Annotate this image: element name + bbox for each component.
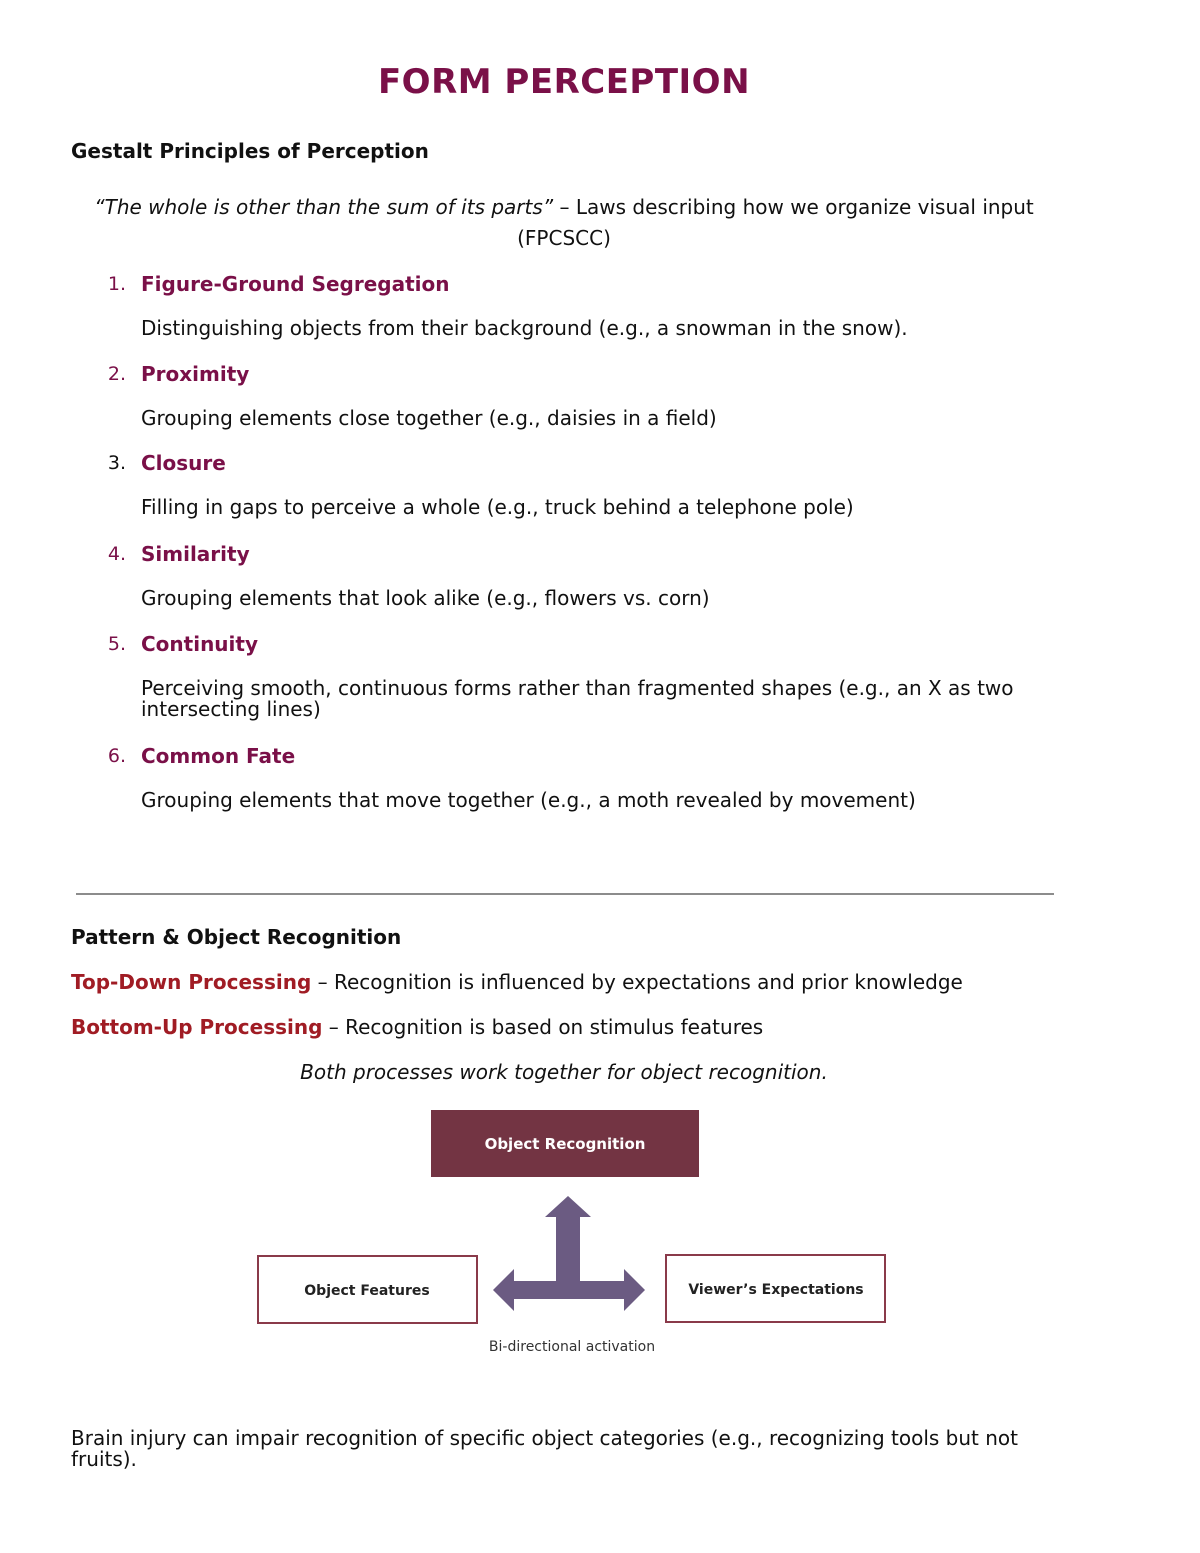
gestalt-intro — [60, 192, 1068, 254]
bottom-up-label: Bottom-Up Processing — [71, 1015, 323, 1039]
principle-title: Continuity — [141, 632, 259, 656]
principle-title: Similarity — [141, 542, 250, 566]
principle-title: Proximity — [141, 362, 250, 386]
gestalt-heading: Gestalt Principles of Perception — [71, 139, 429, 163]
viewer-expectations-label: Viewer’s Expectations — [688, 1282, 864, 1298]
footer-note: Brain injury can impair recognition of specific object categories (e.g., recognizing tools but not fruits). — [71, 1426, 1018, 1471]
bottom-up-line — [71, 1015, 763, 1039]
gestalt-quote-rest: – Laws describing how we organize visual input (FPCSCC) — [517, 195, 1034, 250]
list-item-number: 3. — [107, 452, 126, 474]
principle-description: Grouping elements close together (e.g., daisies in a field) — [141, 406, 717, 430]
diagram-caption: Bi-directional activation — [488, 1339, 656, 1355]
principle-title: Figure-Ground Segregation — [141, 272, 450, 296]
principle-description: Grouping elements that look alike (e.g., flowers vs. corn) — [141, 586, 710, 610]
top-down-label: Top-Down Processing — [71, 970, 312, 994]
page-title: FORM PERCEPTION — [377, 62, 751, 102]
section-divider — [76, 893, 1054, 895]
recognition-diagram — [250, 1105, 890, 1365]
principle-description: Distinguishing objects from their background (e.g., a snowman in the snow). — [141, 316, 908, 340]
top-down-description: – Recognition is influenced by expectations and prior knowledge — [311, 970, 963, 994]
list-item-number: 2. — [107, 363, 126, 385]
principle-description: Grouping elements that move together (e.g., a moth revealed by movement) — [141, 788, 916, 812]
list-item-number: 1. — [107, 273, 126, 295]
list-item-number: 4. — [107, 543, 126, 565]
list-item-number: 6. — [107, 745, 126, 767]
list-item-number: 5. — [107, 633, 126, 655]
object-recognition-label: Object Recognition — [484, 1135, 646, 1153]
gestalt-quote: “The whole is other than the sum of its parts” — [94, 195, 554, 219]
recognition-heading: Pattern & Object Recognition — [71, 925, 402, 949]
principle-description: Perceiving smooth, continuous forms rather than fragmented shapes (e.g., an X as two intersecting lines) — [141, 676, 1014, 721]
principle-title: Closure — [141, 451, 226, 475]
recognition-note: Both processes work together for object recognition. — [300, 1060, 828, 1084]
top-down-line — [71, 970, 963, 994]
object-features-label: Object Features — [304, 1283, 430, 1299]
principle-title: Common Fate — [141, 744, 296, 768]
bottom-up-description: – Recognition is based on stimulus features — [322, 1015, 764, 1039]
bidirectional-arrow-shape — [493, 1196, 645, 1311]
principle-description: Filling in gaps to perceive a whole (e.g., truck behind a telephone pole) — [141, 495, 854, 519]
